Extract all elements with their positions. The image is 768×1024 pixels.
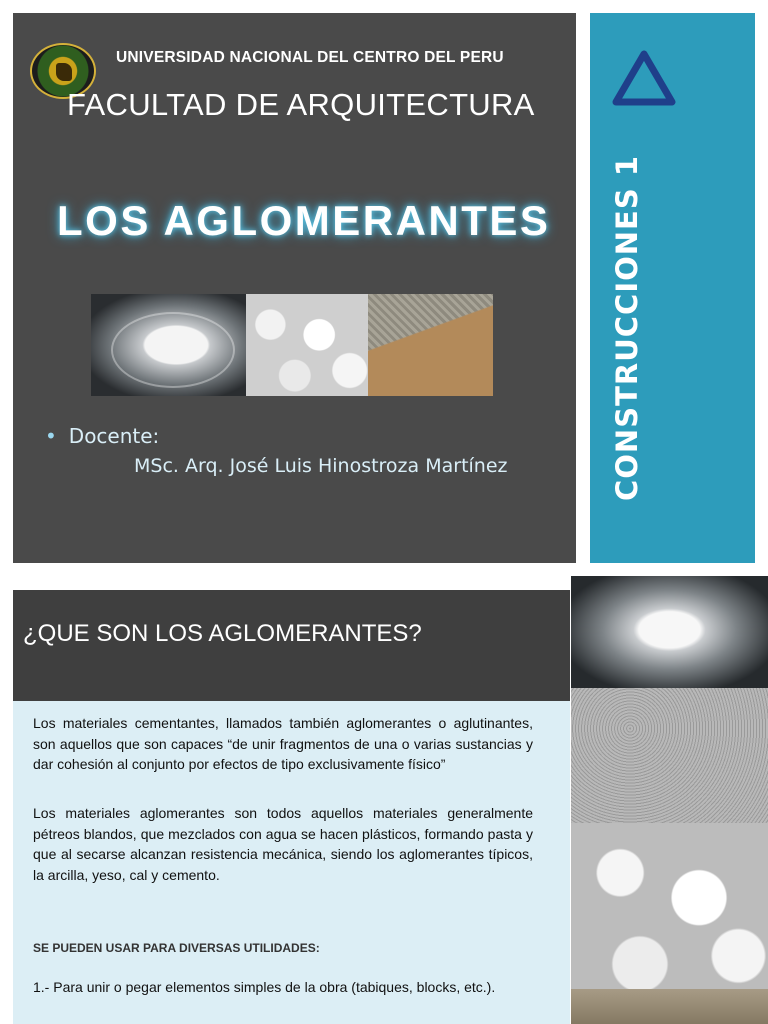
gravel-photo	[368, 294, 493, 396]
docente-bullet	[45, 424, 159, 448]
bullet-icon: •	[45, 424, 57, 448]
paragraph-definition: Los materiales cementantes, llamados también aglomerantes o aglutinantes, son aquellos que son capaces “de unir fragmentos de una o varias sustancias y dar cohesión al conjunto por efectos de tipo exclusivamente físico”	[33, 715, 533, 772]
faculty-name: FACULTAD DE ARQUITECTURA	[67, 87, 535, 122]
title-photo-strip	[91, 294, 493, 396]
lime-photo	[246, 294, 368, 396]
uses-subheading: SE PUEDEN USAR PARA DIVERSAS UTILIDADES:	[33, 941, 320, 955]
side-photo-strip	[571, 576, 768, 1024]
plaster-photo	[571, 688, 768, 823]
triangle-logo-icon	[612, 50, 676, 106]
lime-photo-2	[571, 823, 768, 989]
slide-title: LOS AGLOMERANTES	[57, 197, 551, 244]
docente-label: Docente:	[68, 424, 160, 448]
powder-photo	[91, 294, 246, 396]
title-slide	[13, 13, 576, 563]
section-heading: ¿QUE SON LOS AGLOMERANTES?	[23, 620, 422, 647]
university-name: UNIVERSIDAD NACIONAL DEL CENTRO DEL PERU	[116, 49, 504, 66]
course-title: CONSTRUCCIONES 1	[610, 154, 644, 501]
paragraph-description: Los materiales aglomerantes son todos aquellos materiales generalmente pétreos blandos, que mezclados con agua se hacen plásticos, formando pasta y que al secarse alcanzan resistencia mecánica, siendo los aglomerantes típicos, la arcilla, yeso, cal y cemento.	[33, 805, 533, 883]
floor-photo	[571, 989, 768, 1024]
uses-item-1: 1.- Para unir o pegar elementos simples de la obra (tabiques, blocks, etc.).	[33, 979, 496, 995]
section-header	[13, 590, 570, 701]
section-body	[13, 701, 570, 1024]
powder-photo-2	[571, 576, 768, 688]
teacher-name: MSc. Arq. José Luis Hinostroza Martínez	[134, 455, 508, 477]
course-side-panel	[590, 13, 755, 563]
